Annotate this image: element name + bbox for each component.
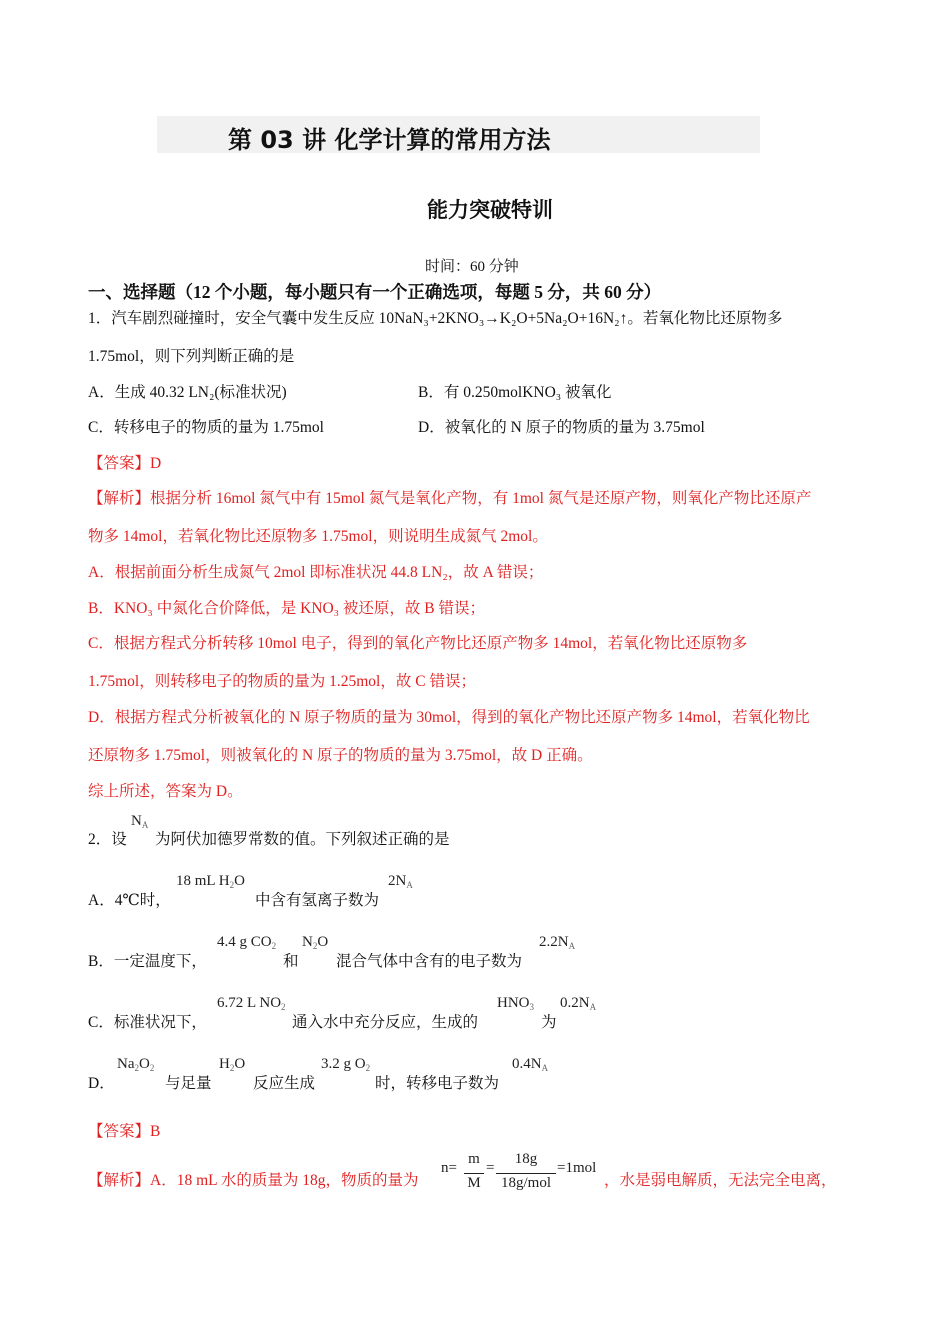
- q2-analysis-equals: =: [486, 1160, 495, 1176]
- q2-option-c-text2: 为: [541, 1014, 557, 1031]
- q1-stem-line1: 1．汽车剧烈碰撞时，安全气囊中发生反应 10NaN₃+2KNO₃→K₂O+5Na₂O+16N₂↑。若氧化物比还原物多: [88, 310, 783, 327]
- q2-analysis-frac1-denominator: M: [467, 1175, 481, 1191]
- q2-option-c-value: $0.2N_A$: [560, 995, 597, 1012]
- q2-analysis-frac1-line: [464, 1173, 484, 1174]
- q2-option-c-formula2: $HNO_3$: [497, 995, 534, 1012]
- q2-option-b-formula1: 4.4 g $CO_2$: [217, 934, 277, 951]
- q2-option-d-label: D．: [88, 1075, 115, 1092]
- q1-analysis-line2: 物多 14mol，若氧化物比还原物多 1.75mol，则说明生成氮气 2mol。: [88, 528, 548, 545]
- q1-option-d: D．被氧化的 N 原子的物质的量为 3.75mol: [418, 419, 705, 436]
- q2-option-d-formula3: 3.2 g $O_2$: [321, 1056, 371, 1073]
- q2-stem-prefix: 2．设: [88, 831, 127, 848]
- q1-option-b: B．有 0.250molKNO₃ 被氧化: [418, 384, 612, 401]
- q2-analysis-result: =1mol: [557, 1160, 597, 1176]
- q2-analysis-frac2-denominator: 18g/mol: [500, 1175, 551, 1191]
- q2-option-d-formula2: $H_2O$: [219, 1056, 246, 1073]
- q2-option-d-formula1: $Na_2O_2$: [117, 1056, 155, 1073]
- q1-option-a: A．生成 40.32 LN₂(标准状况): [88, 384, 287, 401]
- q2-stem-text: 为阿伏加德罗常数的值。下列叙述正确的是: [155, 831, 450, 848]
- q1-analysis-b: B．KNO₃ 中氮化合价降低，是 KNO₃ 被还原，故 B 错误；: [88, 600, 486, 617]
- q2-analysis-frac1-numerator: m: [468, 1151, 480, 1167]
- q2-option-a-label: A．4℃时，: [88, 892, 171, 909]
- q2-answer: 【答案】B: [88, 1123, 161, 1140]
- q1-analysis-d-line2: 还原物多 1.75mol，则被氧化的 N 原子的物质的量为 3.75mol，故 D 正确。: [88, 747, 593, 764]
- q2-option-d-value: $0.4N_A$: [512, 1056, 549, 1073]
- q1-analysis-c-line2: 1.75mol，则转移电子的物质的量为 1.25mol，故 C 错误；: [88, 673, 476, 690]
- q2-option-d-text2: 反应生成: [253, 1075, 316, 1092]
- q1-analysis-line1: 【解析】根据分析 16mol 氮气中有 15mol 氮气是氧化产物，有 1mol 氮气是还原产物，则氧化产物比还原产: [88, 490, 812, 507]
- q2-option-a-value: $2N_A$: [388, 873, 413, 890]
- q2-stem-na: $N_A$: [131, 813, 149, 830]
- q2-option-d-text1: 与足量: [165, 1075, 212, 1092]
- q1-summary: 综上所述，答案为 D。: [88, 783, 243, 800]
- time-limit: 时间：60 分钟: [425, 259, 519, 275]
- q2-option-c-label: C．标准状况下，: [88, 1014, 207, 1031]
- q1-analysis-c-line1: C．根据方程式分析转移 10mol 电子，得到的氧化产物比还原产物多 14mol，若氧化物比还原物多: [88, 635, 748, 652]
- q1-analysis-a: A．根据前面分析生成氮气 2mol 即标准状况 44.8 LN₂，故 A 错误；: [88, 564, 544, 581]
- q2-option-c-formula1: 6.72 L $NO_2$: [217, 995, 286, 1012]
- section-heading: 一、选择题（12 个小题，每小题只有一个正确选项，每题 5 分，共 60 分）: [88, 282, 662, 302]
- q2-option-b-text: 混合气体中含有的电子数为: [336, 953, 523, 970]
- lecture-title: 第 03 讲 化学计算的常用方法: [228, 126, 551, 154]
- lecture-subtitle: 能力突破特训: [427, 198, 553, 222]
- q2-option-b-label: B．一定温度下，: [88, 953, 207, 970]
- q2-analysis-n: n=: [441, 1160, 457, 1176]
- q2-option-b-value: $2.2N_A$: [539, 934, 576, 951]
- q2-option-a-formula: 18 mL $H_2O$: [176, 873, 245, 890]
- q1-answer: 【答案】D: [88, 455, 162, 472]
- q1-option-c: C．转移电子的物质的量为 1.75mol: [88, 419, 324, 436]
- q2-analysis: 【解析】A．18 mL 水的质量为 18g，物质的量为: [88, 1172, 419, 1189]
- q1-stem-line2: 1.75mol，则下列判断正确的是: [88, 348, 295, 365]
- q2-option-b-and: 和: [283, 953, 299, 970]
- q2-analysis-frac2-line: [496, 1173, 556, 1174]
- q2-analysis-tail: ，水是弱电解质，无法完全电离，: [604, 1172, 837, 1189]
- q2-option-a-text: 中含有氢离子数为: [255, 892, 380, 909]
- q2-analysis-frac2-numerator: 18g: [514, 1151, 538, 1167]
- q2-option-d-text3: 时，转移电子数为: [375, 1075, 500, 1092]
- q1-analysis-d-line1: D．根据方程式分析被氧化的 N 原子物质的量为 30mol，得到的氧化产物比还原产物多 14mol，若氧化物比: [88, 709, 810, 726]
- q2-option-b-formula2: $N_2O$: [302, 934, 329, 951]
- q2-option-c-text1: 通入水中充分反应，生成的: [292, 1014, 479, 1031]
